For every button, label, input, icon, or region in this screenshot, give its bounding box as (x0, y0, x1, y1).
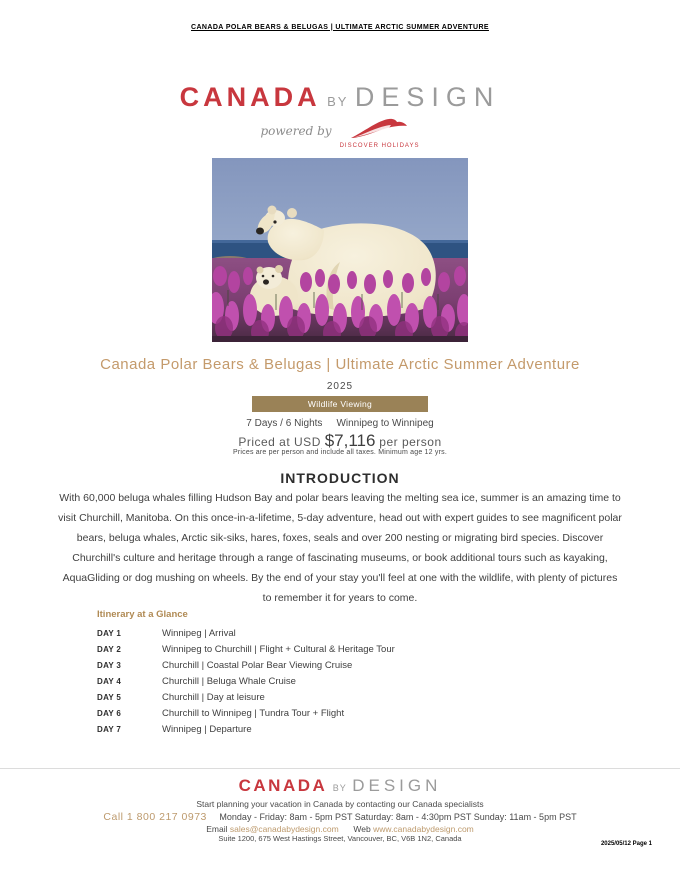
footer-logo-canada: CANADA (238, 776, 328, 795)
office-hours: Monday - Friday: 8am - 5pm PST Saturday: 8am - 4:30pm PST Sunday: 11am - 5pm PST (219, 812, 577, 822)
day-label: DAY 1 (97, 628, 122, 638)
footer-contact-line (0, 824, 680, 834)
canada-by-design-logo (0, 82, 680, 113)
trip-year: 2025 (326, 381, 354, 392)
footer-address: Suite 1200, 675 West Hastings Street, Vancouver, BC, V6B 1N2, Canada (218, 834, 462, 843)
itinerary-row-day7 (97, 721, 537, 737)
date-page-number: 2025/05/12 Page 1 (600, 841, 652, 847)
itinerary-row-day4 (97, 673, 537, 689)
day-label: DAY 2 (97, 644, 122, 654)
itinerary-row-day5 (97, 689, 537, 705)
day-description: Churchill | Day at leisure (162, 691, 265, 703)
phone-number-link[interactable]: Call 1 800 217 0973 (103, 811, 207, 823)
day-description: Churchill | Beluga Whale Cruise (162, 675, 296, 687)
day-description: Winnipeg | Departure (162, 723, 252, 735)
powered-by-text: powered by (260, 124, 332, 138)
itinerary-row-day1 (97, 625, 537, 641)
day-label: DAY 4 (97, 676, 122, 686)
web-label: Web (353, 824, 371, 834)
day-label: DAY 5 (97, 692, 122, 702)
discover-holidays-logo (340, 116, 420, 149)
trip-route: Winnipeg to Winnipeg (336, 418, 434, 429)
footer-logo-design: DESIGN (352, 776, 442, 795)
day-description: Churchill to Winnipeg | Tundra Tour + Flight (162, 707, 345, 719)
logo-word-design: DESIGN (354, 82, 501, 112)
logo-word-canada: CANADA (179, 82, 321, 112)
itinerary-heading: Itinerary at a Glance (97, 609, 188, 620)
footer-tagline: Start planning your vacation in Canada by contacting our Canada specialists (196, 799, 484, 809)
document-running-header (0, 24, 680, 31)
discover-holidays-name: DISCOVER HOLIDAYS (339, 143, 420, 149)
footer-call-line (0, 811, 680, 823)
price-value: $7,116 (324, 431, 376, 450)
itinerary-list (97, 625, 537, 737)
trip-duration: 7 Days / 6 Nights (246, 418, 323, 429)
email-label: Email (206, 824, 228, 834)
price-line (0, 431, 680, 451)
itinerary-row-day6 (97, 705, 537, 721)
day-description: Churchill | Coastal Polar Bear Viewing Cruise (162, 659, 353, 671)
itinerary-row-day2 (97, 641, 537, 657)
category-badge: Wildlife Viewing (252, 396, 428, 412)
discover-holidays-swoosh-icon (349, 116, 411, 142)
price-suffix: per person (379, 435, 442, 449)
document-title-text: CANADA POLAR BEARS & BELUGAS | ULTIMATE ARCTIC SUMMER ADVENTURE (191, 24, 489, 31)
hero-photo-polar-bears (212, 158, 468, 342)
day-label: DAY 6 (97, 708, 122, 718)
introduction-paragraph: With 60,000 beluga whales filling Hudson Bay and polar bears leaving the melting sea ice, summer is an amazing time to visit Churchill, Manitoba. On this once-in-a-lifetime, 5-day adventure, head out with expert guides to see magnificent polar bears, beluga whales, Arctic sik-siks, hares, foxes, seals and over 200 nesting or migrating bird species. Discover Churchill's culture and heritage through a range of fascinating museums, or book additional tours such as kayaking, AquaGliding or dog mushing on wheels. By the end of your stay you'll feel at one with the wildlife, with plenty of pictures to remember it for years to come. (58, 492, 622, 604)
trip-facts (0, 418, 680, 429)
day-label: DAY 3 (97, 660, 122, 670)
trip-title: Canada Polar Bears & Belugas | Ultimate Arctic Summer Adventure (100, 356, 580, 373)
logo-word-by: BY (327, 94, 349, 109)
footer-logo (0, 776, 680, 796)
footer-logo-by: BY (332, 783, 347, 793)
website-link[interactable]: www.canadabydesign.com (373, 824, 474, 834)
itinerary-row-day3 (97, 657, 537, 673)
footer-divider (0, 768, 680, 769)
price-fine-print: Prices are per person and include all taxes. Minimum age 12 yrs. (233, 449, 447, 456)
day-description: Winnipeg to Churchill | Flight + Cultural & Heritage Tour (162, 643, 395, 655)
day-description: Winnipeg | Arrival (162, 627, 236, 639)
email-link[interactable]: sales@canadabydesign.com (229, 824, 339, 834)
price-prefix: Priced at USD (238, 435, 321, 449)
day-label: DAY 7 (97, 724, 122, 734)
introduction-heading: INTRODUCTION (280, 470, 400, 486)
powered-by-block (0, 116, 680, 149)
